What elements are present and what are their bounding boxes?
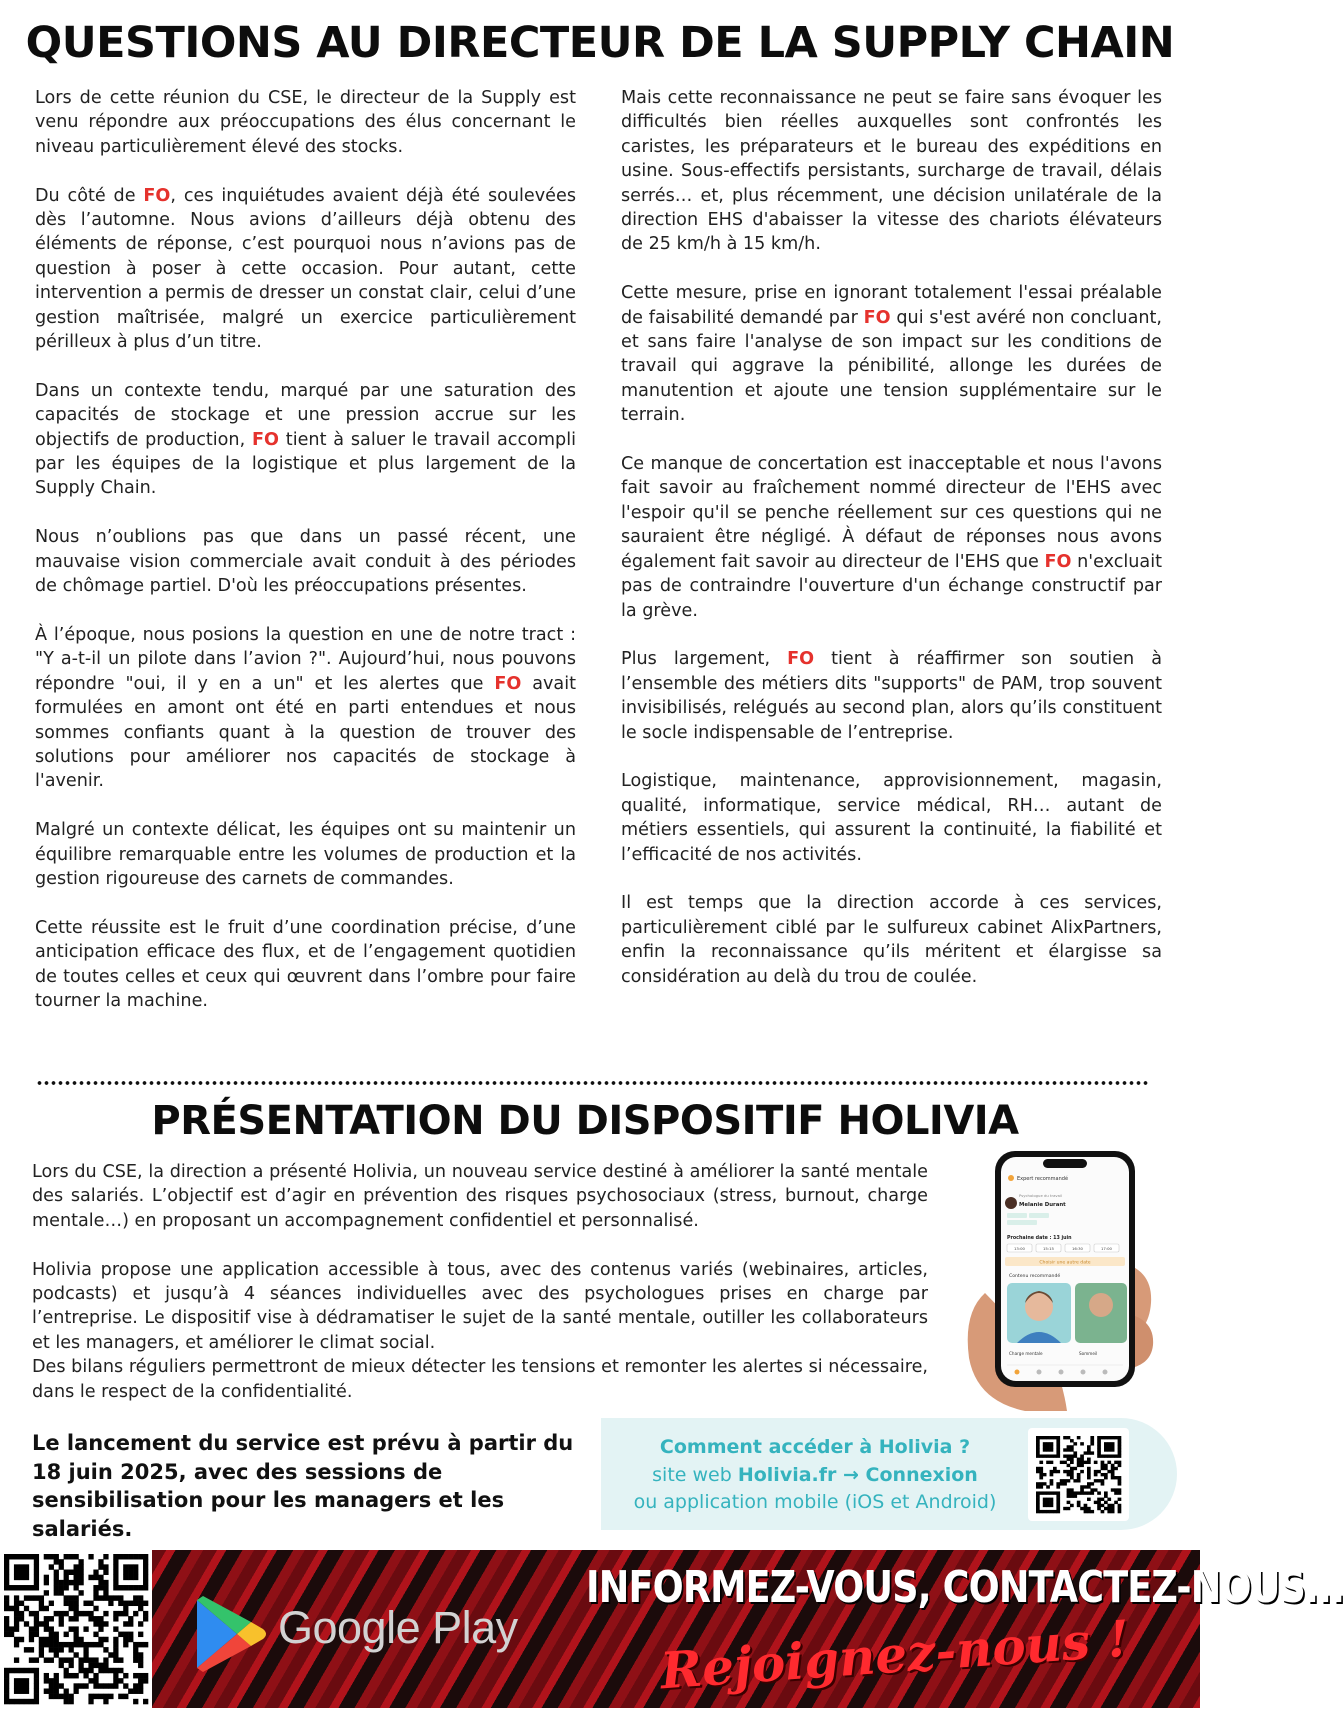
- left-column: [35, 86, 576, 1038]
- article-paragraph: [35, 379, 576, 501]
- holivia-paragraph: Lors du CSE, la direction a présenté Holivia, un nouveau service destiné à améliorer la santé mentale des salariés. L’objectif est d’agir en prévention des risques psychosociaux (stress, burnout, charge mentale…) en proposant un accompagnement confidentiel et personnalisé.: [32, 1162, 928, 1231]
- phone-slot-label: 17:00: [1101, 1245, 1112, 1251]
- fo-highlight: FO: [143, 185, 171, 206]
- article-paragraph: [621, 891, 1162, 989]
- paragraph-text: avait formulées en amont ont été en parti entendues et nous sommes confiants quant à la question de trouver des solutions pour améliorer nos capacités de stockage à l'avenir.: [35, 673, 576, 792]
- paragraph-text: Ce manque de concertation est inacceptable et nous l'avons fait savoir au fraîchement nommé directeur de l'EHS avec l'espoir qu'il se penche réellement sur ces questions qui ne sauraient être négligé. À défaut de réponses nous avons également fait savoir au directeur de l'EHS que: [621, 454, 1162, 572]
- fo-highlight: FO: [494, 673, 522, 694]
- paragraph-text: tient à saluer le travail accompli par les équipes de la logistique et plus largement de la Supply Chain.: [35, 429, 576, 499]
- footer-join: Rejoignez-nous !: [658, 1608, 1132, 1701]
- google-play-label[interactable]: Google Play: [278, 1602, 518, 1653]
- holivia-title: PRÉSENTATION DU DISPOSITIF HOLIVIA: [151, 1098, 1019, 1144]
- launch-notice: Le lancement du service est prévu à partir du 18 juin 2025, avec des sessions de sensibilisation pour les managers et les salariés.: [32, 1431, 574, 1541]
- paragraph-text: Plus largement,: [621, 649, 788, 670]
- dotted-divider: [36, 1080, 1148, 1086]
- phone-illustration: [955, 1143, 1170, 1413]
- paragraph-text: Malgré un contexte délicat, les équipes ont su maintenir un équilibre remarquable entre les volumes de production et la gestion rigoureuse des carnets de commandes.: [35, 820, 576, 889]
- footer-banner: [0, 1550, 1344, 1708]
- access-question: Comment accéder à Holivia ?: [659, 1436, 971, 1458]
- fo-highlight: FO: [1044, 551, 1072, 572]
- holivia-paragraph: Des bilans réguliers permettront de mieux détecter les tensions et remonter les alertes si nécessaire, dans le respect de la confidentialité.: [32, 1357, 928, 1402]
- article-paragraph: [35, 916, 576, 1014]
- access-text: [601, 1434, 1029, 1517]
- paragraph-text: Cette mesure, prise en ignorant totalement l'essai préalable de faisabilité demandé par: [621, 283, 1162, 328]
- article-paragraph: [621, 647, 1162, 745]
- paragraph-text: Mais cette reconnaissance ne peut se faire sans évoquer les difficultés bien réelles auxquelles sont confrontés les caristes, les préparateurs et le bureau des expéditions en usine. Sous-effectifs persistants, surcharge de travail, délais serrés… et, plus récemment, une décision unilatérale de la direction EHS d'abaisser la vitesse des chariots élévateurs de 25 km/h à 15 km/h.: [621, 88, 1162, 255]
- paragraph-text: À l’époque, nous posions la question en une de notre tract : "Y a-t-il un pilote dans l’avion ?". Aujourd’hui, nous pouvons répondre "oui, il y en a un" et les alertes que: [35, 624, 576, 694]
- holivia-website-link[interactable]: Holivia.fr → Connexion: [737, 1463, 978, 1486]
- paragraph-text: Du côté de: [35, 185, 144, 206]
- fo-highlight: FO: [863, 307, 891, 328]
- phone-card-1: Charge mentale: [1009, 1351, 1043, 1356]
- paragraph-text: Cette réussite est le fruit d’une coordination précise, d’une anticipation efficace des flux, et de l’engagement quotidien de toutes celles et ceux qui œuvrent dans l’ombre pour faire tourner la machine.: [35, 917, 576, 1011]
- article-paragraph: [621, 769, 1162, 867]
- paragraph-text: , ces inquiétudes avaient déjà été soulevées dès l’automne. Nous avions d’ailleurs déjà obtenu des éléments de réponse, c’est pourquoi nous n’avions pas de question à poser à cette occasion. Pour autant, cette intervention a permis de dresser un constat clair, celui d’une gestion maîtrisée, malgré un exercice particulièrement périlleux à plus d’un titre.: [35, 185, 576, 353]
- fo-highlight: FO: [787, 649, 815, 670]
- article-paragraph: [35, 525, 576, 598]
- phone-other-date: Choisir une autre date: [1039, 1260, 1091, 1266]
- article-paragraph: [35, 86, 576, 159]
- paragraph-text: Il est temps que la direction accorde à ces services, particulièrement ciblé par le sulfureux cabinet AlixPartners, enfin la reconnaissance qu’ils méritent et élargisse sa considération au delà du trou de coulée.: [621, 893, 1162, 987]
- paragraph-text: n'excluait pas de contraindre l'ouverture d'un échange constructif par la grève.: [621, 551, 1162, 621]
- holivia-qr-code[interactable]: [1028, 1428, 1129, 1521]
- paragraph-text: Logistique, maintenance, approvisionnement, magasin, qualité, informatique, service médical, RH… autant de métiers essentiels, qui assurent la continuité, la fiabilité et l’efficacité de nos activités.: [621, 771, 1162, 865]
- phone-header: Expert recommandé: [1017, 1176, 1069, 1182]
- article-paragraph: [35, 818, 576, 891]
- phone-content-label: Contenu recommandé: [1009, 1274, 1061, 1279]
- article-paragraph: [35, 623, 576, 794]
- article-paragraph: [621, 452, 1162, 623]
- holivia-body: [32, 1160, 928, 1428]
- holivia-paragraph: Holivia propose une application accessible à tous, avec des contenus variés (webinaires, articles, podcasts) et jusqu’à 4 séances individuelles avec des psychologues prises en charge par l’entreprise. Le dispositif vise à dédramatiser le sujet de la santé mentale, outiller les collaborateurs et les managers, et améliorer le climat social.: [32, 1259, 928, 1353]
- access-panel: [601, 1418, 1177, 1530]
- phone-next-date: Prochaine date : 13 juin: [1007, 1236, 1072, 1241]
- footer-slogan: INFORMEZ-VOUS, CONTACTEZ-NOUS...: [586, 1562, 1344, 1613]
- right-column: [621, 86, 1162, 1013]
- paragraph-text: Nous n’oublions pas que dans un passé récent, une mauvaise vision commerciale avait conduit à des périodes de chômage partiel. D'où les préoccupations présentes.: [35, 527, 576, 597]
- app-qr-code[interactable]: [0, 1550, 152, 1708]
- paragraph-text: Dans un contexte tendu, marqué par une saturation des capacités de stockage et une pression accrue sur les objectifs de production,: [35, 380, 576, 450]
- fo-highlight: FO: [252, 429, 279, 450]
- phone-subheader: Psychologue du travail: [1019, 1193, 1063, 1198]
- access-app-line: ou application mobile (iOS et Android): [633, 1491, 997, 1513]
- paragraph-text: Lors de cette réunion du CSE, le directeur de la Supply est venu répondre aux préoccupations des élus concernant le niveau particulièrement élevé des stocks.: [35, 88, 576, 157]
- article-paragraph: [621, 86, 1162, 257]
- access-website-prefix: site web: [652, 1463, 738, 1486]
- phone-slot-label: 13:00: [1014, 1245, 1025, 1251]
- article-paragraph: [35, 184, 576, 355]
- phone-expert-name: Melanie Durant: [1019, 1202, 1066, 1208]
- phone-slot-label: 15:15: [1043, 1245, 1054, 1251]
- phone-card-2: Sommeil: [1079, 1351, 1098, 1356]
- access-website-line: [601, 1462, 1029, 1490]
- page-title: QUESTIONS AU DIRECTEUR DE LA SUPPLY CHAIN: [25, 18, 1175, 68]
- phone-slot-label: 16:30: [1072, 1245, 1083, 1251]
- article-paragraph: [621, 281, 1162, 427]
- paragraph-text: qui s'est avéré non concluant, et sans faire l'analyse de son impact sur les conditions de travail qui aggrave la pénibilité, allonge les durées de manutention et ajoute une tension supplémentaire sur le terrain.: [621, 307, 1162, 426]
- paragraph-text: tient à réaffirmer son soutien à l’ensemble des métiers dits "supports" de PAM, trop souvent invisibilisés, relégués au second plan, alors qu’ils constituent le socle indispensable de l’entreprise.: [621, 649, 1162, 743]
